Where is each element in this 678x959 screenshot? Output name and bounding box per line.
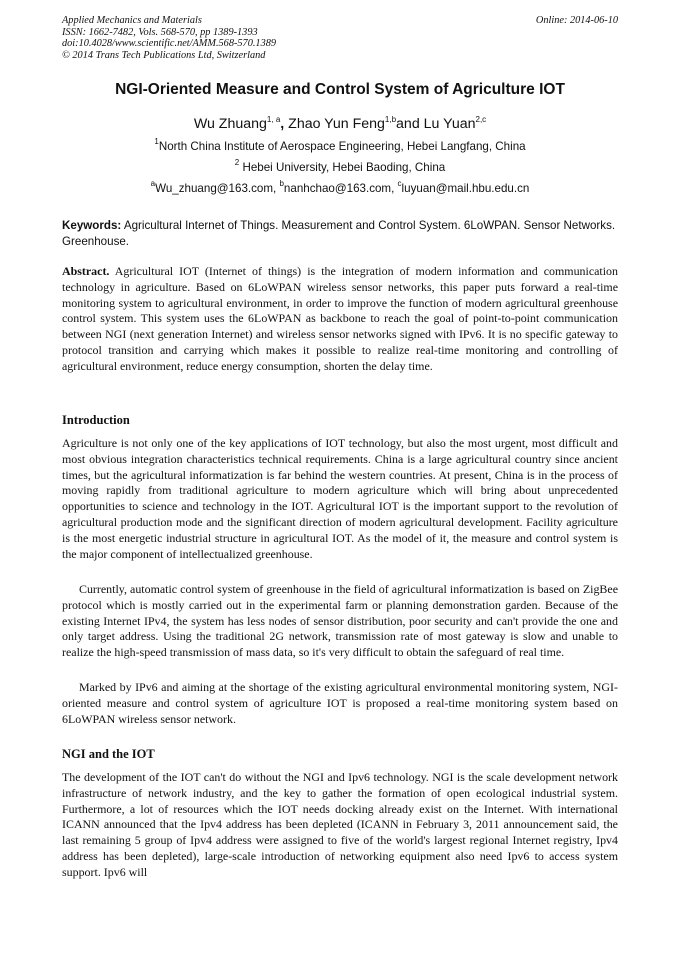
section-heading-ngi: NGI and the IOT — [62, 747, 155, 761]
keywords — [62, 218, 618, 249]
section-heading-introduction: Introduction — [62, 413, 130, 427]
author-2: Zhao Yun Feng — [288, 116, 385, 132]
keywords-text: Agricultural Internet of Things. Measurement and Control System. 6LoWPAN. Sensor Networks. Greenhouse. — [62, 219, 616, 248]
affiliation-2 — [62, 160, 618, 175]
intro-paragraph-1: Agriculture is not only one of the key applications of IOT technology, but also the most urgent, most difficult and most obvious integration characteristics technical requirements. China is a large agricultural country since ancient times, but the agricultural informatization is far behind the western countries. At present, China is in the process of moving rapidly from traditional agriculture to modern agriculture which will bring about unprecedented opportunities to science and technology in the IOT. Agricultural IOT is the important support to the revolution of agricultural production mode and the significant direction of modern agricultural development. Facility agriculture is the most energetic industrial structure in agricultural IOT. As the model of it, the measure and control system is the major component of intellectualized greenhouse. — [62, 436, 618, 561]
email-b-sup: b — [279, 179, 284, 188]
journal-header — [62, 15, 618, 61]
intro-paragraph-3: Marked by IPv6 and aiming at the shortage of the existing agricultural environmental monitoring system, NGI-oriented measure and control system of agriculture IOT is proposed a real-time monitoring system based on 6LoWPAN wireless sensor network. — [62, 680, 618, 726]
email-a: Wu_zhuang@163.com, — [155, 182, 280, 195]
copyright-line: © 2014 Trans Tech Publications Ltd, Switzerland — [62, 49, 266, 61]
intro-paragraph-2: Currently, automatic control system of greenhouse in the field of agricultural informatization is based on ZigBee protocol which is mostly carried out in the experimental farm or planning demonstration garden. Because of the existing Internet IPv4, the system has less nodes of sensor distribution, poor security and can't provide the one and only target address. Using the traditional 2G network, transmission rate of most gateway is slow and unable to realize the high-speed transmission of mass data, so it's very difficult to obtain the safeguard of real time. — [62, 582, 618, 660]
affiliation-2-text: Hebei University, Hebei Baoding, China — [239, 161, 446, 174]
doi-line: doi:10.4028/www.scientific.net/AMM.568-570.1389 — [62, 38, 277, 50]
author-3-sup: 2,c — [475, 115, 487, 124]
author-sep-2: and — [396, 116, 424, 132]
paper-title: NGI-Oriented Measure and Control System of Agriculture IOT — [115, 81, 565, 98]
affiliation-1-sup: 1 — [154, 137, 159, 146]
ngi-paragraph-1: The development of the IOT can't do without the NGI and Ipv6 technology. NGI is the scale development network infrastructure of network industry, and the key to gather the formation of open ecological industrial system. Furthermore, a lot of resources which the IOT needs docking already exist on the Internet. With international ICANN announced that the Ipv4 address has been depleted (ICANN in February 3, 2011 announcement said, the last remaining 5 group of Ipv4 address were assigned to five of the world's largest regional Internet registry, Ipv4 address has been depleted), large-scale introduction of networking equipment also need Ipv6 to access system support. Ipv6 will — [62, 770, 618, 879]
email-a-sup: a — [150, 179, 156, 188]
email-line — [62, 181, 618, 196]
author-2-sup: 1,b — [384, 115, 397, 124]
author-sep-1: , — [280, 116, 289, 132]
affiliation-2-sup: 2 — [234, 158, 240, 167]
author-line — [62, 115, 618, 133]
author-3: Lu Yuan — [423, 116, 476, 132]
email-c-sup: c — [397, 179, 402, 188]
email-b: nanhchao@163.com, — [283, 182, 398, 195]
email-c: luyuan@mail.hbu.edu.cn — [401, 182, 530, 195]
online-date: Online: 2014-06-10 — [535, 15, 618, 26]
keywords-label: Keywords: — [62, 219, 122, 232]
affiliation-1-text: North China Institute of Aerospace Engineering, Hebei Langfang, China — [158, 140, 526, 153]
affiliation-1 — [62, 139, 618, 154]
author-1-sup: 1, a — [266, 115, 281, 124]
journal-name: Applied Mechanics and Materials — [62, 15, 202, 26]
abstract-text: Agricultural IOT (Internet of things) is the integration of modern information and communication technology in agriculture. Based on 6LoWPAN wireless sensor networks, this paper puts forward a real-time monitoring system to agricultural environment, in order to improve the function of modern agricultural greenhouse control system. This system uses the 6LoWPAN as backbone to reach the goal of point-to-point communication between NGI (next generation Internet) and wireless sensor networks signed with IPv6. It is no specific gateway to protocol transition and carrying which makes it possible to realize real-time monitoring and controlling of agricultural environment, reduce energy consumption, shorten the delay time. — [62, 264, 618, 373]
author-1: Wu Zhuang — [193, 116, 267, 132]
abstract-label: Abstract. — [62, 264, 110, 278]
issn-line: ISSN: 1662-7482, Vols. 568-570, pp 1389-1393 — [62, 26, 258, 38]
abstract — [62, 264, 618, 375]
